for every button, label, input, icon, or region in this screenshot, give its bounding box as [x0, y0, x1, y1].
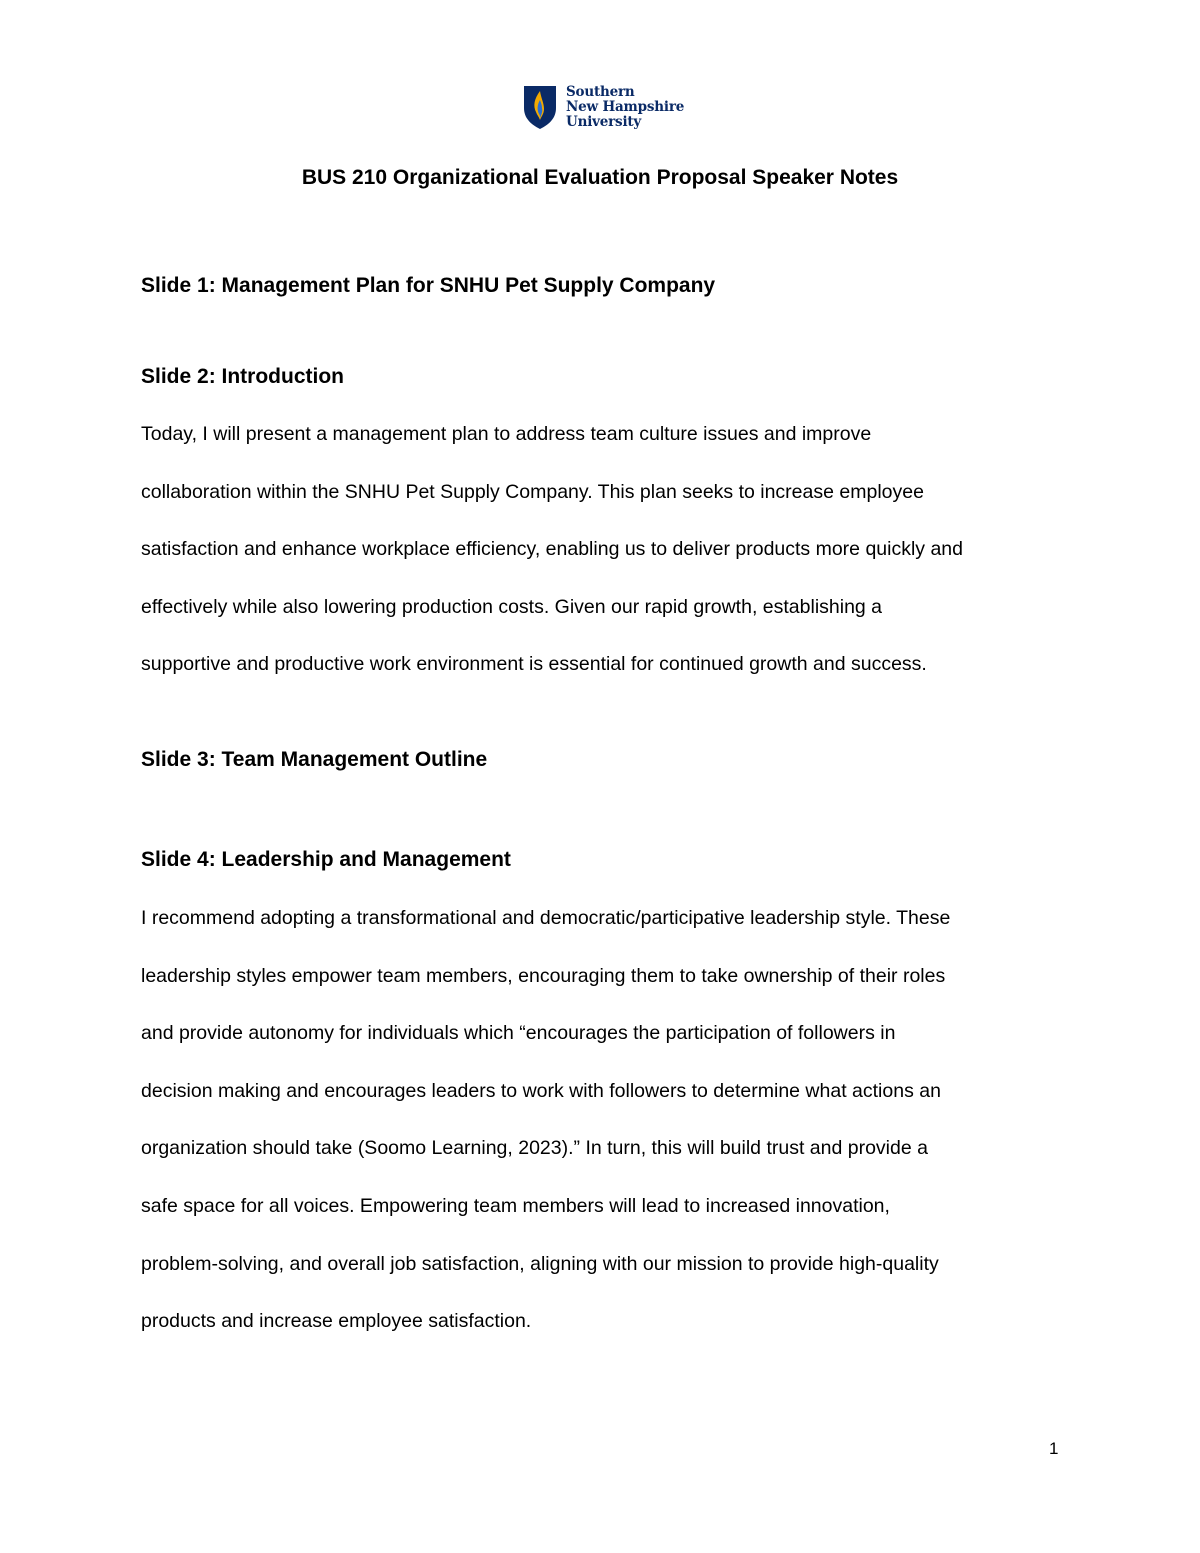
shield-flame-icon: [522, 84, 558, 130]
paragraph-line: Today, I will present a management plan to address team culture issues and improve: [141, 423, 872, 445]
paragraph-line: effectively while also lowering production costs. Given our rapid growth, establishing a: [141, 595, 883, 618]
paragraph-line: satisfaction and enhance workplace efficiency, enabling us to deliver products more quickly and: [141, 538, 963, 561]
paragraph-line: I recommend adopting a transformational and democratic/participative leadership style. These: [141, 907, 951, 929]
wordmark-line-3: University: [566, 114, 642, 130]
slide-4-heading: Slide 4: Leadership and Management: [141, 848, 511, 871]
paragraph-line: problem-solving, and overall job satisfaction, aligning with our mission to provide high-quality: [141, 1252, 939, 1275]
document-title: BUS 210 Organizational Evaluation Proposal Speaker Notes: [301, 166, 899, 189]
paragraph-line: supportive and productive work environment is essential for continued growth and success.: [141, 653, 927, 676]
paragraph-line: leadership styles empower team members, encouraging them to take ownership of their roles: [141, 964, 946, 987]
slide-2-heading: Slide 2: Introduction: [141, 365, 344, 388]
university-wordmark: [566, 85, 684, 130]
slide-3-heading: Slide 3: Team Management Outline: [141, 748, 488, 771]
paragraph-line: organization should take (Soomo Learning, 2023).” In turn, this will build trust and provide a: [141, 1137, 928, 1160]
slide-1-heading: Slide 1: Management Plan for SNHU Pet Supply Company: [141, 274, 716, 297]
wordmark-line-2: New Hampshire: [566, 99, 685, 115]
paragraph-line: decision making and encourages leaders to work with followers to determine what actions an: [141, 1079, 941, 1102]
snhu-logo: [522, 84, 684, 132]
slide-2-paragraph: [141, 406, 1061, 694]
wordmark-line-1: Southern: [566, 84, 635, 100]
paragraph-line: products and increase employee satisfaction.: [141, 1310, 532, 1333]
paragraph-line: collaboration within the SNHU Pet Supply Company. This plan seeks to increase employee: [141, 480, 924, 503]
slide-4-paragraph: [141, 890, 1061, 1351]
paragraph-line: safe space for all voices. Empowering team members will lead to increased innovation,: [141, 1194, 890, 1217]
page-number: 1: [1049, 1439, 1059, 1458]
paragraph-line: and provide autonomy for individuals which “encourages the participation of followers in: [141, 1022, 896, 1045]
